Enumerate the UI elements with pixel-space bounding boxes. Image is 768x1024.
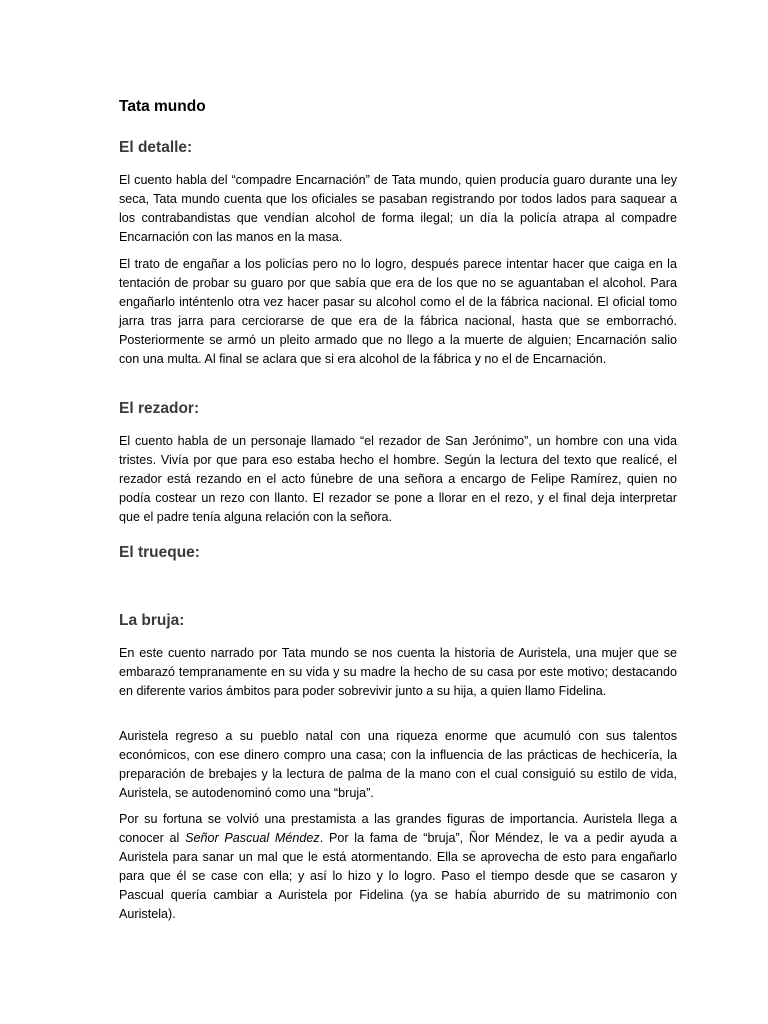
section-heading-el-rezador: El rezador:: [119, 400, 200, 417]
paragraph: Auristela regreso a su pueblo natal con una riqueza enorme que acumuló con sus talentos económicos, con ese dinero compro una casa; con la influencia de las prácticas de hechicería, la preparación de brebajes y la lectura de palma de la mano con el cual consiguió su estilo de vida, Auristela, se autodenominó como una “bruja”.: [119, 729, 677, 800]
section-heading-el-detalle: El detalle:: [119, 139, 193, 156]
section-heading-la-bruja: La bruja:: [119, 612, 185, 629]
paragraph: El cuento habla del “compadre Encarnación” de Tata mundo, quien producía guaro durante una ley seca, Tata mundo cuenta que los oficiales se pasaban registrando por todos lados para saquear a los contrabandistas que vendían alcohol de forma ilegal; un día la policía atrapa al compadre Encarnación con las manos en la masa.: [119, 173, 677, 244]
paragraph: [119, 810, 677, 924]
italic-name: Señor Pascual Méndez: [185, 831, 320, 845]
document-title: Tata mundo: [119, 98, 206, 115]
paragraph: El cuento habla de un personaje llamado “el rezador de San Jerónimo”, un hombre con una vida tristes. Vivía por que para eso estaba hecho el hombre. Según la lectura del texto que realicé, el rezador está rezando en el acto fúnebre de una señora a encargo de Felipe Ramírez, quien no podía costear un rezo con llanto. El rezador se pone a llorar en el rezo, y el final deja interpretar que el padre tenía alguna relación con la señora.: [119, 434, 677, 524]
paragraph: El trato de engañar a los policías pero no lo logro, después parece intentar hacer que caiga en la tentación de probar su guaro por que sabía que era de los que no se aguantaban el alcohol. Para engañarlo inténtenlo otra vez hacer pasar su alcohol como el de la fábrica nacional. El oficial tomo jarra tras jarra para cerciorarse de que era de la fábrica nacional, hasta que se emborrachó. Posteriormente se armó un pleito armado que no llego a la muerte de alguien; Encarnación salio con una multa. Al final se aclara que si era alcohol de la fábrica y no el de Encarnación.: [119, 257, 677, 366]
paragraph: En este cuento narrado por Tata mundo se nos cuenta la historia de Auristela, una mujer que se embarazó tempranamente en su vida y su madre la hecho de su casa por este motivo; destacando en diferente varios ámbitos para poder sobrevivir junto a su hija, a quien llamo Fidelina.: [119, 646, 677, 698]
paragraph-text: . Por la fama de “bruja”, Ñor Méndez, le va a pedir ayuda a Auristela para sanar un mal que le está atormentando. Ella se aprovecha de esto para engañarlo para que él se case con ella; y así lo hizo y lo logro. Paso el tiempo desde que se casaron y Pascual quería cambiar a Auristela por Fidelina (ya se había aburrido de su matrimonio con Auristela).: [119, 831, 677, 921]
paragraph-text: Por su fortuna se volvió una prestamista a las grandes figuras de importancia. Auristela llega a conocer al: [119, 812, 677, 845]
section-heading-el-trueque: El trueque:: [119, 544, 200, 561]
